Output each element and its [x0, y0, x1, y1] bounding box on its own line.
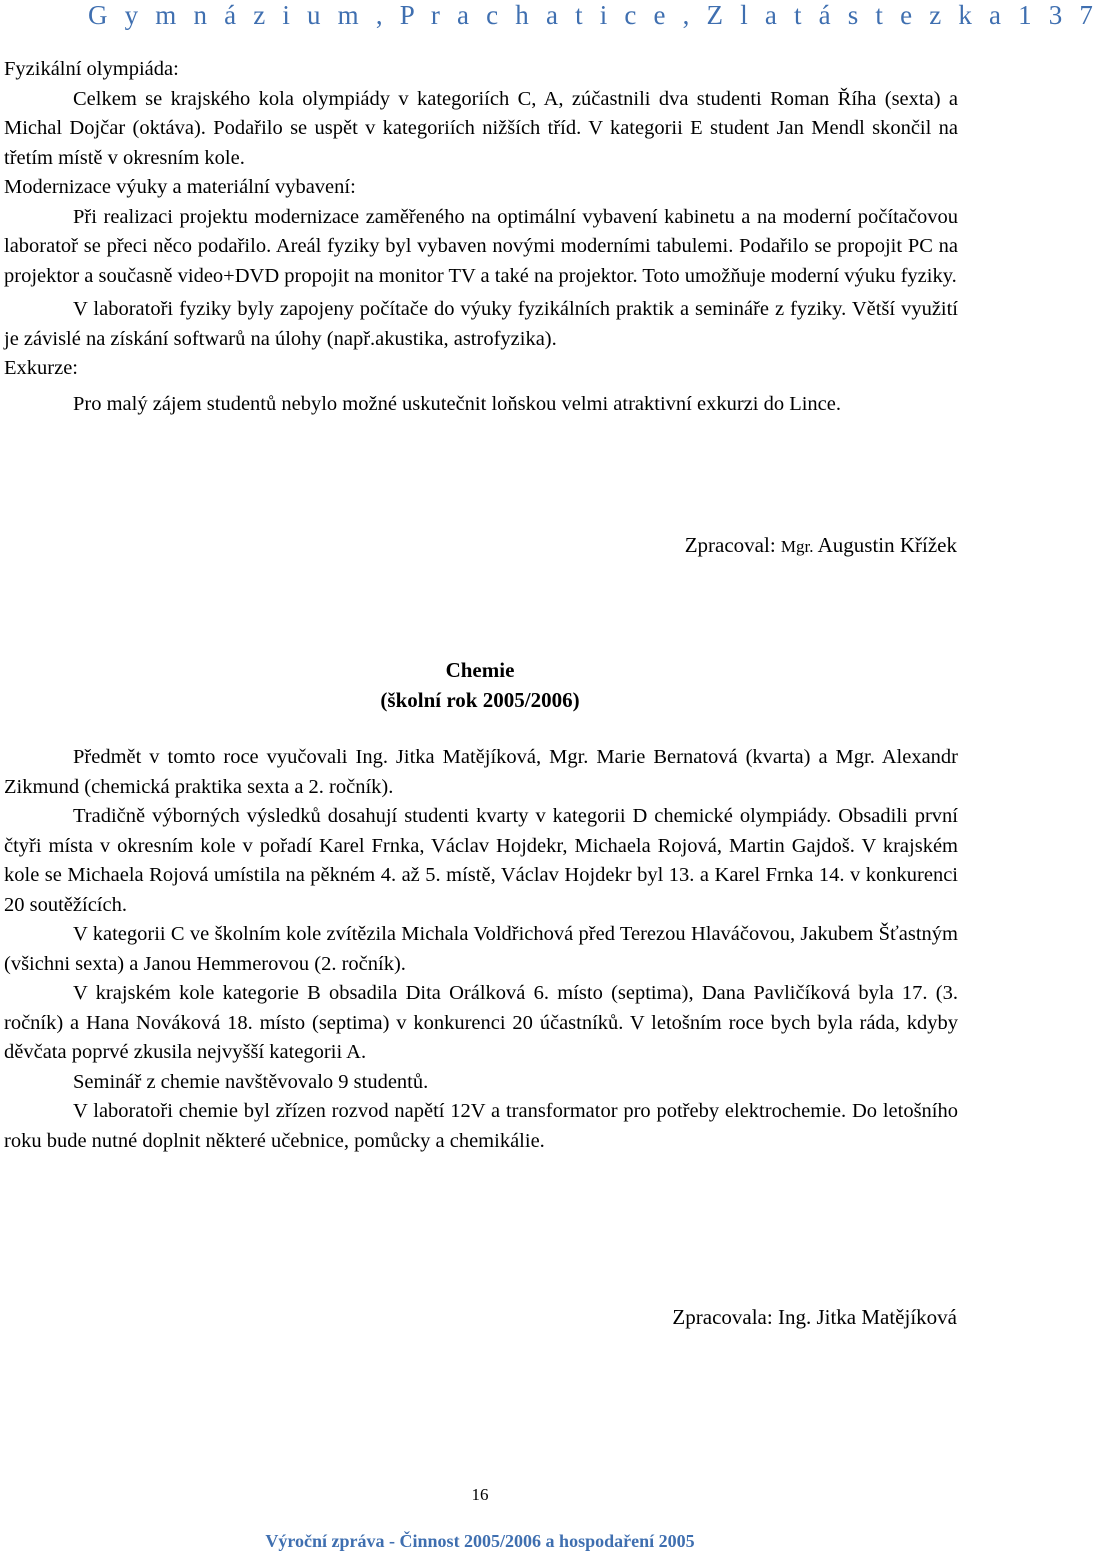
chemistry-paragraph: V krajském kole kategorie B obsadila Dita Orálková 6. místo (septima), Dana Pavličíková byla 17. (3. ročník) a Hana Nováková 18. místo (septima) v konkurenci 20 účastníků. V letošním roce bych byla ráda, kdyby děvčata poprvé zkusila nejvyšší kategorii A. [4, 982, 958, 1063]
page-number: 16 [471, 1485, 489, 1504]
school-header: G y m n á z i u m , P r a c h a t i c e , Z l a t á s t e z k a 1 3 7 [88, 0, 1098, 30]
physics-signature [685, 533, 957, 558]
excursion-text: Pro malý zájem studentů nebylo možné uskutečnit loňskou velmi atraktivní exkurzi do Lince. [73, 392, 841, 415]
modernization-text-1: Při realizaci projektu modernizace zaměřeného na optimální vybavení kabinetu a na moderní počítačovou laboratoř se přeci něco podařilo. Areál fyziky byl vybaven novými moderními tabulemi. Podařilo se propojit PC na projektor a současně video+DVD propojit na monitor TV a také na projektor. Toto umožňuje moderní výuku fyziky. [4, 205, 958, 287]
chemistry-section [4, 743, 958, 1156]
physics-signature-title: Mgr. [780, 537, 814, 556]
chemistry-paragraph: Seminář z chemie navštěvovalo 9 studentů. [73, 1070, 429, 1093]
chemistry-paragraph: Tradičně výborných výsledků dosahují studenti kvarty v kategorii D chemické olympiády. Obsadili první čtyři místa v okresním kole v pořadí Karel Frnka, Václav Hojdekr, Michaela Rojová, Martin Gajdoš. V krajském kole se Michaela Rojová umístila na pěkném 4. až 5. místě, Václav Hojdekr byl 13. a Karel Frnka 14. v konkurenci 20 soutěžících. [4, 805, 958, 916]
chemistry-subtitle: (školní rok 2005/2006) [380, 688, 580, 712]
chemistry-signature: Zpracovala: Ing. Jitka Matějíková [672, 1305, 957, 1329]
chemistry-paragraph: V kategorii C ve školním kole zvítězila Michala Voldřichová před Terezou Hlaváčovou, Jakubem Šťastným (všichni sexta) a Janou Hemmerovou (2. ročník). [4, 923, 958, 975]
modernization-heading: Modernizace výuky a materiální vybavení: [4, 176, 356, 198]
report-footer: Výroční zpráva - Činnost 2005/2006 a hospodaření 2005 [265, 1531, 695, 1551]
chemistry-paragraph: Předmět v tomto roce vyučovali Ing. Jitka Matějíková, Mgr. Marie Bernatová (kvarta) a Mgr. Alexandr Zikmund (chemická praktika sexta a 2. ročník). [4, 746, 958, 798]
olympiad-text: Celkem se krajského kola olympiády v kategoriích C, A, zúčastnili dva studenti Roman Říha (sexta) a Michal Dojčar (oktáva). Podařilo se uspět v kategoriích nižších tříd. V kategorii E student Jan Mendl skončil na třetím místě v okresním kole. [4, 87, 958, 169]
physics-section [4, 55, 958, 419]
chemistry-paragraph: V laboratoři chemie byl zřízen rozvod napětí 12V a transformator pro potřeby elektrochemie. Do letošního roku bude nutné doplnit některé učebnice, pomůcky a chemikálie. [4, 1100, 958, 1152]
olympiad-heading: Fyzikální olympiáda: [4, 58, 179, 80]
physics-signature-name: Augustin Křížek [813, 533, 957, 557]
chemistry-title: Chemie [445, 658, 515, 682]
excursion-heading: Exkurze: [4, 357, 78, 379]
physics-signature-label: Zpracoval: [684, 533, 781, 557]
modernization-text-2: V laboratoři fyziky byly zapojeny počítače do výuky fyzikálních praktik a semináře z fyziky. Větší využití je závislé na získání softwarů na úlohy (např.akustika, astrofyzika). [4, 298, 958, 350]
